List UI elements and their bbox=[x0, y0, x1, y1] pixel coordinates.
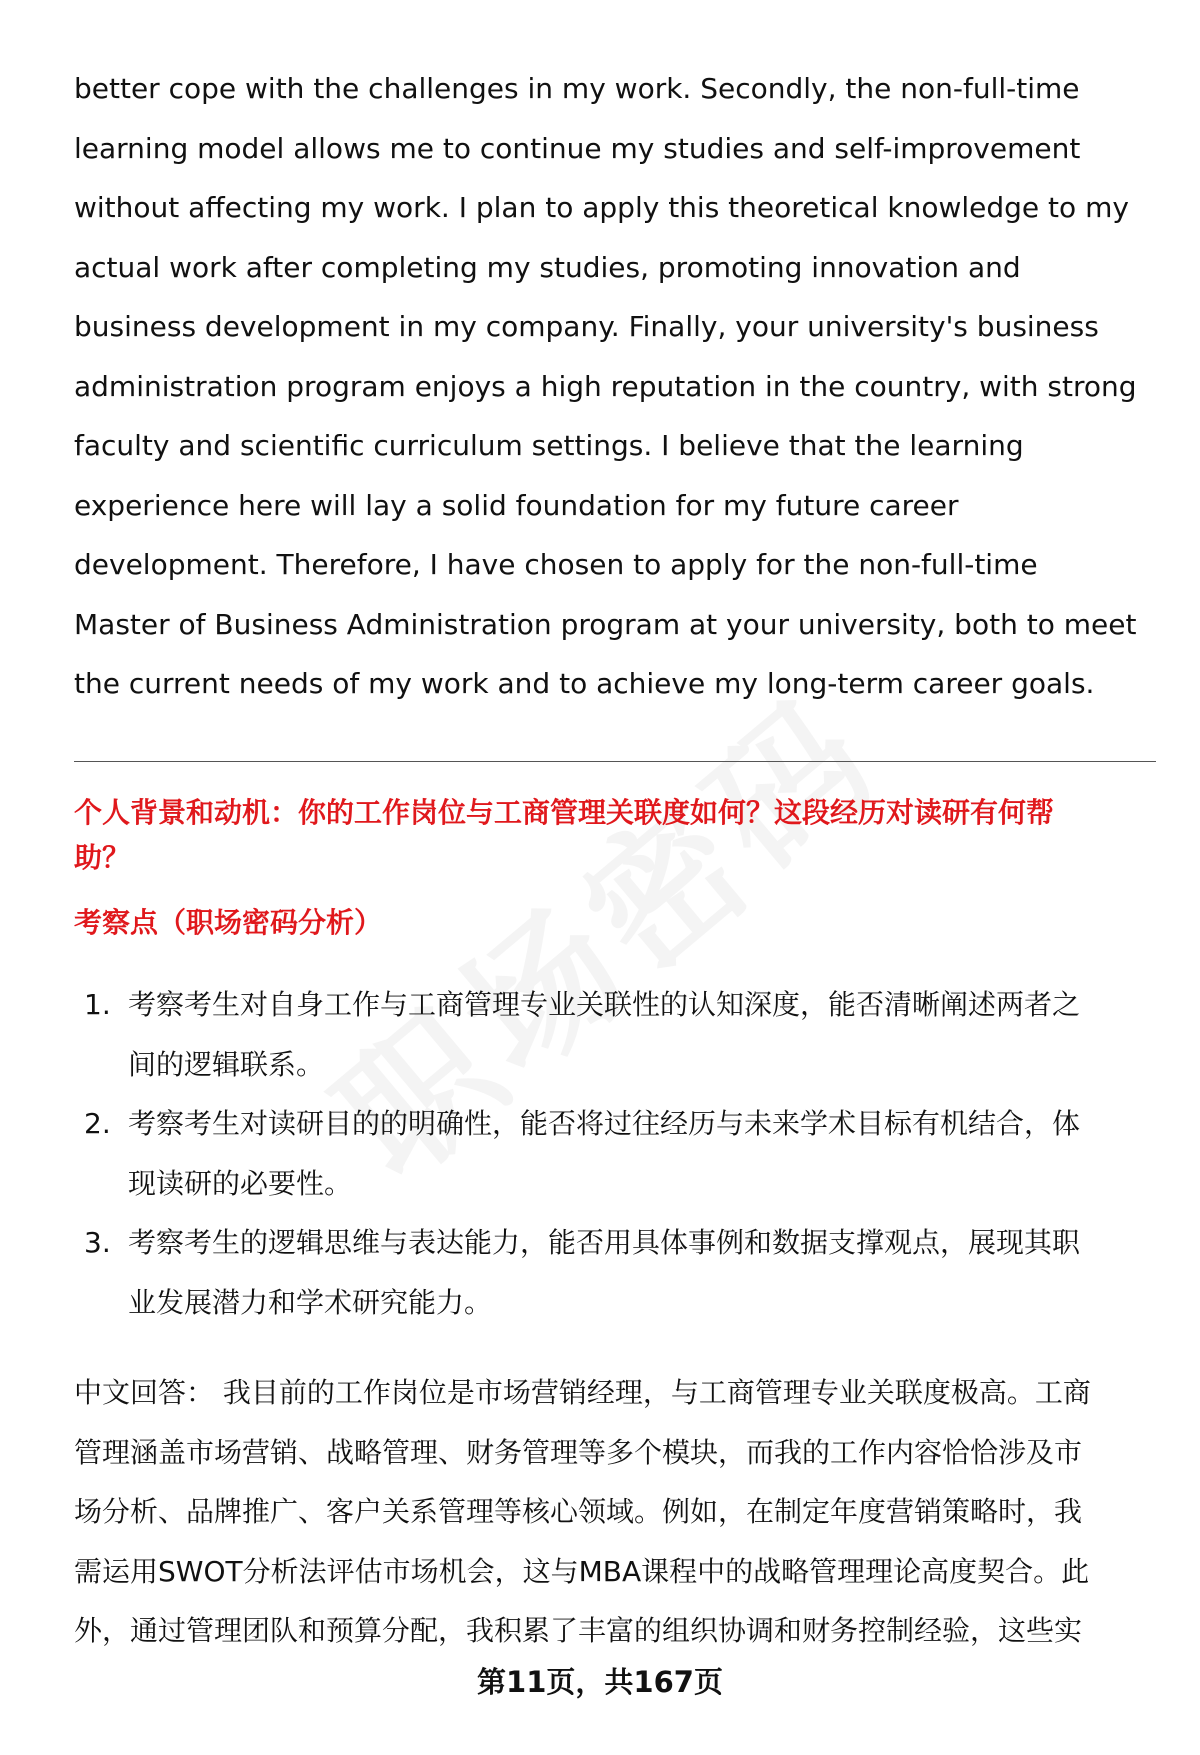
answer-line: 需运用SWOT分析法评估市场机会，这与MBA课程中的战略管理理论高度契合。此 bbox=[74, 1554, 1090, 1588]
list-item-number: 2. bbox=[84, 1107, 111, 1140]
list-item-line: 考察考生对读研目的的明确性，能否将过往经历与未来学术目标有机结合，体 bbox=[128, 1107, 1081, 1140]
paragraph-line: without affecting my work. I plan to apply this theoretical knowledge to my bbox=[74, 191, 1129, 224]
list-item bbox=[74, 1094, 1164, 1213]
section-divider bbox=[74, 761, 1156, 762]
list-item-line: 考察考生的逻辑思维与表达能力，能否用具体事例和数据支撑观点，展现其职 bbox=[128, 1226, 1081, 1259]
page-number: 第11页，共167页 bbox=[477, 1665, 723, 1699]
paragraph-line: experience here will lay a solid foundation for my future career bbox=[74, 488, 959, 522]
focus-points-title: 考察点（职场密码分析） bbox=[74, 906, 383, 939]
intro-paragraph bbox=[74, 59, 1154, 714]
paragraph-line: Master of Business Administration program at your university, both to meet bbox=[74, 607, 1137, 641]
paragraph-line: faculty and scientific curriculum settings. I believe that the learning bbox=[74, 429, 1024, 462]
paragraph-line: administration program enjoys a high reputation in the country, with strong bbox=[74, 369, 1137, 403]
answer-line: 场分析、品牌推广、客户关系管理等核心领域。例如，在制定年度营销策略时，我 bbox=[74, 1495, 1083, 1528]
list-item-line: 现读研的必要性。 bbox=[128, 1166, 353, 1200]
list-item bbox=[74, 975, 1164, 1094]
paragraph-line: actual work after completing my studies, promoting innovation and bbox=[74, 250, 1021, 284]
answer-line: 外，通过管理团队和预算分配，我积累了丰富的组织协调和财务控制经验，这些实 bbox=[74, 1614, 1083, 1647]
list-item bbox=[74, 1213, 1164, 1332]
paragraph-line: learning model allows me to continue my studies and self-improvement bbox=[74, 131, 1081, 165]
list-item-line: 间的逻辑联系。 bbox=[128, 1047, 325, 1081]
paragraph-line: better cope with the challenges in my work. Secondly, the non-full-time bbox=[74, 72, 1080, 105]
paragraph-line: the current needs of my work and to achieve my long-term career goals. bbox=[74, 667, 1095, 700]
list-item-line: 业发展潜力和学术研究能力。 bbox=[128, 1285, 493, 1319]
answer-line: 管理涵盖市场营销、战略管理、财务管理等多个模块，而我的工作内容恰恰涉及市 bbox=[74, 1435, 1083, 1469]
paragraph-line: business development in my company. Finally, your university's business bbox=[74, 310, 1099, 343]
list-item-number: 1. bbox=[84, 988, 111, 1021]
question-title bbox=[74, 790, 1164, 880]
focus-points-list bbox=[74, 975, 1164, 1332]
question-title-line: 个人背景和动机：你的工作岗位与工商管理关联度如何？这段经历对读研有何帮 bbox=[74, 796, 1055, 829]
list-item-line: 考察考生对自身工作与工商管理专业关联性的认知深度，能否清晰阐述两者之 bbox=[128, 988, 1081, 1021]
list-item-number: 3. bbox=[84, 1226, 111, 1259]
chinese-answer bbox=[74, 1363, 1164, 1661]
question-title-line: 助？ bbox=[74, 841, 131, 874]
paragraph-line: development. Therefore, I have chosen to apply for the non-full-time bbox=[74, 548, 1038, 581]
answer-line: 中文回答： 我目前的工作岗位是市场营销经理，与工商管理专业关联度极高。工商 bbox=[74, 1376, 1091, 1409]
